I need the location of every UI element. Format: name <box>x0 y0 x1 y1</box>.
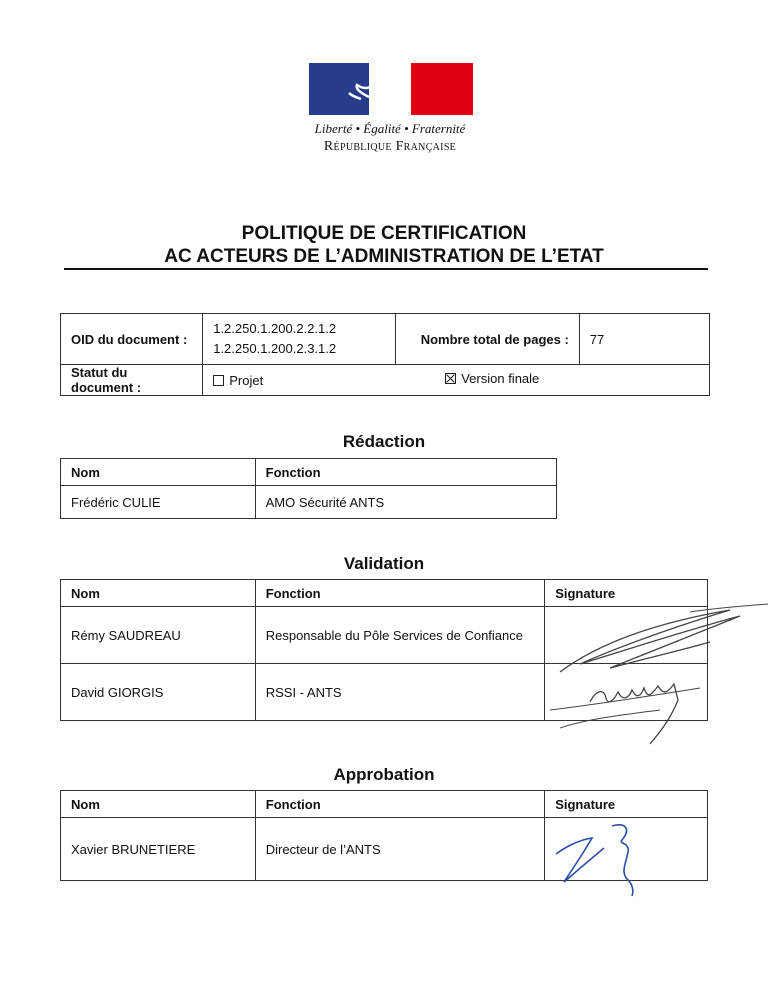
table-row <box>61 664 708 721</box>
redaction-table <box>60 458 557 519</box>
status-option-projet: Projet <box>213 373 263 388</box>
table-row <box>61 486 557 519</box>
approbation-title: Approbation <box>333 765 435 784</box>
row-fonction: RSSI - ANTS <box>255 664 544 721</box>
title-line-2: AC ACTEURS DE L’ADMINISTRATION DE L’ETAT <box>164 246 604 267</box>
validation-table <box>60 579 708 721</box>
republic-label: République Française <box>323 139 457 154</box>
status-options <box>203 365 710 396</box>
row-nom: David GIORGIS <box>61 664 256 721</box>
checked-box-icon <box>445 373 456 384</box>
validation-title: Validation <box>343 554 425 573</box>
header-fonction: Fonction <box>255 791 544 818</box>
header-nom: Nom <box>61 580 256 607</box>
row-nom: Frédéric CULIE <box>61 486 256 519</box>
flag-red-band <box>411 63 473 115</box>
header-signature: Signature <box>545 580 708 607</box>
marianne-profile-icon <box>369 63 411 115</box>
header-fonction: Fonction <box>255 459 556 486</box>
row-fonction: Responsable du Pôle Services de Confiance <box>255 607 544 664</box>
row-fonction: Directeur de l’ANTS <box>255 818 544 881</box>
row-fonction: AMO Sécurité ANTS <box>255 486 556 519</box>
document-meta-table <box>60 313 710 396</box>
oid-value-1: 1.2.250.1.200.2.2.1.2 <box>213 321 337 336</box>
table-row <box>61 818 708 881</box>
republique-francaise-logo <box>309 63 473 115</box>
status-label: Statut du document : <box>61 365 203 396</box>
signature-cell <box>545 818 708 881</box>
motto: Liberté • Égalité • Fraternité <box>314 121 466 136</box>
pages-label: Nombre total de pages : <box>395 314 579 365</box>
pages-value: 77 <box>579 314 709 365</box>
title-line-1: POLITIQUE DE CERTIFICATION <box>241 223 527 244</box>
title-divider <box>64 268 708 270</box>
status-option-final: Version finale <box>445 371 539 386</box>
header-fonction: Fonction <box>255 580 544 607</box>
approbation-table <box>60 790 708 881</box>
oid-label: OID du document : <box>61 314 203 365</box>
signature-cell <box>545 607 708 664</box>
header-nom: Nom <box>61 459 256 486</box>
redaction-title: Rédaction <box>342 432 426 451</box>
unchecked-box-icon <box>213 375 224 386</box>
row-nom: Rémy SAUDREAU <box>61 607 256 664</box>
header-signature: Signature <box>545 791 708 818</box>
oid-values <box>203 314 395 365</box>
row-nom: Xavier BRUNETIERE <box>61 818 256 881</box>
header-nom: Nom <box>61 791 256 818</box>
oid-value-2: 1.2.250.1.200.2.3.1.2 <box>213 341 337 356</box>
table-row <box>61 607 708 664</box>
document-title <box>64 222 704 268</box>
signature-cell <box>545 664 708 721</box>
